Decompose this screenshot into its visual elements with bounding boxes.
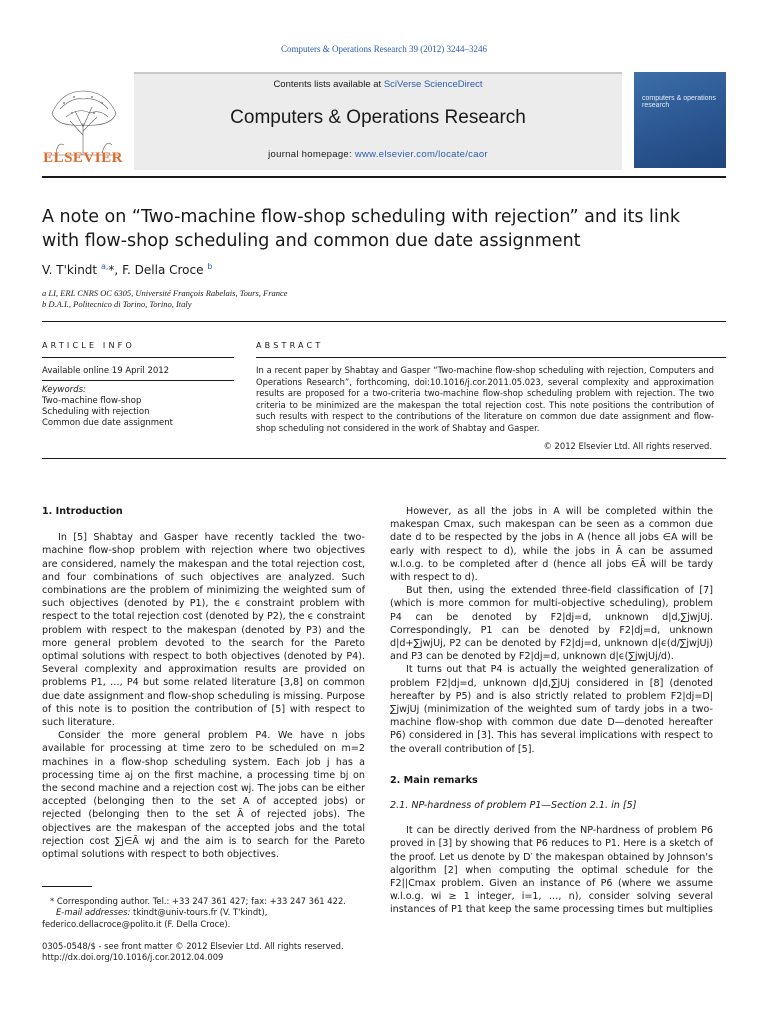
section-heading-main-remarks: 2. Main remarks <box>390 774 478 786</box>
body-paragraph: In [5] Shabtay and Gasper have recently tackled the two-machine flow-shop problem with rejection where two objectives are considered, namely the makespan and the total rejection cost, and four combinations of such objectives are analyzed. Such combinations are the problem of minimizing the weighted sum of such objectives (denoted by P1), the ϵ constraint problem with respect to the total rejection cost (denoted by P2), the ϵ constraint problem with respect to the makespan (denoted by P3) and the more general problem devoted to the search for the Pareto optimal solutions with respect to both objectives (denoted by P4). Several complexity and approximation results are provided on problems P1, …, P4 but some related literature [3,8] on common due date assignment and flow-shop scheduling is missing. Purpose of this note is to position the contribution of [5] with respect to such literature. <box>42 532 365 729</box>
article-info-heading: ARTICLE INFO <box>42 341 135 350</box>
section-heading-introduction: 1. Introduction <box>42 506 123 517</box>
author-affiliation-mark[interactable]: b <box>207 262 213 271</box>
abstract-copyright: © 2012 Elsevier Ltd. All rights reserved. <box>543 441 712 451</box>
homepage-link[interactable]: www.elsevier.com/locate/caor <box>354 149 488 160</box>
keywords-label: Keywords: <box>42 385 86 395</box>
affiliation-b: b D.A.I., Politecnico di Torino, Torino, Italy <box>42 299 192 309</box>
article-info-rule <box>42 380 234 381</box>
article-title-line-1: A note on “Two-machine flow-shop scheduling with rejection” and its link <box>42 207 680 227</box>
body-paragraph: Consider the more general problem P4. We have n jobs available for processing at time zero to be scheduled on m=2 machines in a flow-shop scheduling system. Each job j has a processing time aj on the first machine, a processing time bj on the second machine and a rejection cost wj. The jobs can be either accepted (belonging then to the set A of accepted jobs) or rejected (belonging then to the set Ā of rejected jobs). The objectives are the makespan of the accepted jobs and the total rejection cost ∑j∈Ā wj and the aim is to search for the Pareto optimal solutions with respect to both objectives. <box>42 730 365 861</box>
keyword-item: Two-machine flow-shop <box>42 396 142 406</box>
email-label: E-mail addresses: <box>56 907 131 918</box>
contents-prefix: Contents lists available at <box>273 79 384 90</box>
journal-homepage <box>134 149 622 160</box>
issn-line: 0305-0548/$ - see front matter © 2012 Elsevier Ltd. All rights reserved. <box>42 941 344 951</box>
author-name: F. Della Croce <box>122 263 204 277</box>
keyword-item: Common due date assignment <box>42 418 174 428</box>
left-column <box>42 505 365 861</box>
issn-block <box>42 941 344 964</box>
body-paragraph: It turns out that P4 is actually the weighted generalization of problem F2|dj=d, unknown d|d,∑jUj considered in [8] (denoted hereafter by P5) and is also strictly related to problem F2|dj=D|∑jwjUj (minimization of the weighted sum of tardy jobs in a two-machine flow-shop with common due date D—denoted hereafter P6) considered in [3]. This has several implications with respect to the overall contribution of [5]. <box>390 664 713 755</box>
title-rule <box>42 321 726 322</box>
journal-title: Computers & Operations Research <box>230 107 526 128</box>
body-paragraph: It can be directly derived from the NP-hardness of problem P6 proved in [3] by showing that P6 reduces to P1. Here is a sketch of the proof. Let us denote by D′ the makespan obtained by Johnson's algorithm [2] when computing the optimal schedule for the F2||Cmax problem. Given an instance of P6 (where we assume w.l.o.g. wi ≥ 1 integer, i=1, …, n), consider solving several instances of P1 that keep the same processing times but multiplies <box>390 825 713 916</box>
available-online-date: Available online 19 April 2012 <box>42 366 170 376</box>
author-name: V. T'kindt <box>42 263 98 277</box>
contents-line <box>134 79 622 90</box>
article-info-rule <box>42 357 234 358</box>
email-address[interactable]: tkindt@univ-tours.fr (V. T'kindt), <box>133 907 268 918</box>
journal-reference-link[interactable]: Computers & Operations Research 39 (2012) 3244–3246 <box>281 44 487 54</box>
corresponding-author-mark[interactable]: * <box>108 263 115 277</box>
author-list <box>42 262 212 277</box>
footnote-block <box>42 896 382 930</box>
journal-cover-thumbnail <box>634 72 726 168</box>
homepage-prefix: journal homepage: <box>268 149 355 160</box>
sciencedirect-link[interactable]: SciVerse ScienceDirect <box>383 79 483 90</box>
article-title <box>42 205 732 253</box>
publisher-wordmark: ELSEVIER <box>43 150 123 166</box>
keyword-item: Scheduling with rejection <box>42 407 150 417</box>
abstract-heading: ABSTRACT <box>256 341 324 350</box>
author-separator: , <box>114 263 123 277</box>
abstract-rule <box>256 357 726 358</box>
corresponding-author-note: * Corresponding author. Tel.: +33 247 361 427; fax: +33 247 361 422. <box>50 896 346 906</box>
author-affiliation-mark[interactable]: a, <box>100 262 109 271</box>
subsection-heading: 2.1. NP-hardness of problem P1—Section 2.1. in [5] <box>390 800 637 812</box>
article-title-line-2: with flow-shop scheduling and common due date assignment <box>42 231 581 251</box>
journal-reference[interactable] <box>0 44 768 54</box>
body-paragraph: However, as all the jobs in A will be completed within the makespan Cmax, such makespan can be seen as a common due date d to be respected by the jobs in A (hence all jobs ∈A will be early with respect to d), while the jobs in Ā can be assumed w.l.o.g. to be completed after d (hence all jobs ∈Ā will be tardy with respect to d). <box>390 506 713 584</box>
abstract-text: In a recent paper by Shabtay and Gasper “Two-machine flow-shop scheduling with rejection, Computers and Operations Research”, forthcoming, doi:10.1016/j.cor.2011.05.023, several complexity and approximation results are proposed for a two-criteria two-machine flow-shop scheduling problem with rejection. The two criteria to be minimized are the makespan the total rejection cost. This note positions the contribution of such results with respect to the contributions of the literature on common due date assignment and flow-shop scheduling not considered in the work of Shabtay and Gasper. <box>256 365 714 433</box>
footnote-rule <box>42 886 92 887</box>
affiliation-a: a LI, ERL CNRS OC 6305, Université François Rabelais, Tours, France <box>42 288 288 298</box>
right-column <box>390 505 713 917</box>
masthead-rule <box>42 176 726 178</box>
journal-cover-title: computers & operations research <box>642 95 716 109</box>
email-address[interactable]: federico.dellacroce@polito.it (F. Della Croce). <box>42 918 231 929</box>
email-line <box>42 907 382 918</box>
body-paragraph: But then, using the extended three-field classification of [7] (which is more common for multi-objective scheduling), problem P4 can be denoted by F2|dj=d, unknown d|d,∑jwjUj. Correspondingly, P1 can be denoted by F2|dj=d, unknown d|d+∑jwjUj, P2 can be denoted by F2|dj=d, unknown d|ϵ(d/∑jwjUj) and P3 can be denoted by F2|dj=d, unknown d|ϵ(∑jwjUj/d). <box>390 585 713 663</box>
doi-link[interactable]: http://dx.doi.org/10.1016/j.cor.2012.04.009 <box>42 952 224 963</box>
abstract-bottom-rule <box>42 458 726 459</box>
